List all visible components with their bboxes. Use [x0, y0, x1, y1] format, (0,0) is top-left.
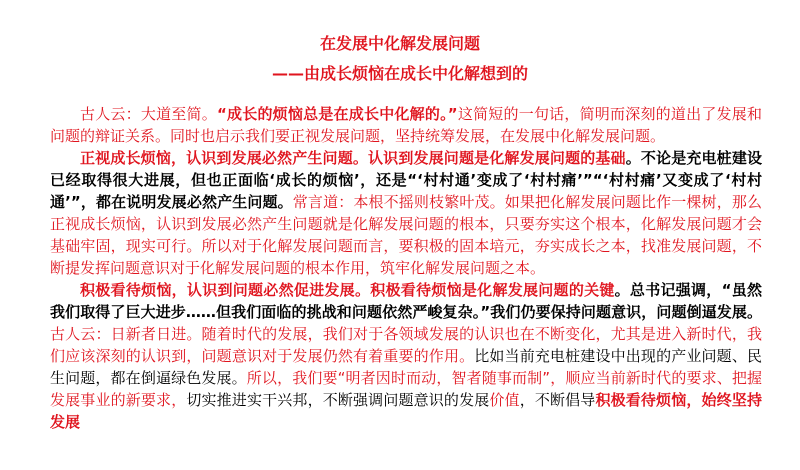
- p3-topic-sentence: 积极看待烦恼，认识到问题必然促进发展。积极看待烦恼是化解发展问题的关键: [80, 281, 615, 299]
- p3-text-f: ，不断倡导: [519, 391, 596, 409]
- p1-key-quote: “成长的烦恼总是在成长中化解的。”: [216, 105, 458, 123]
- p3-text-b: 比如当前充电桩建设中出现的产业问题、民生问题，都在倒逼绿色发展。: [50, 347, 762, 387]
- p3-quote: 。总书记强调，“虽然我们取得了巨大进步……但我们面临的挑战和问题依然严峻复杂。”我们仍要保持问题意识，问题倒逼发展。: [50, 281, 762, 321]
- p3-text-d: 切实推进实干兴邦，不断强调问题意识的发展: [186, 391, 490, 409]
- p2-example: 。不论是充电桩建设已经取得很大进展，但也正面临‘成长的烦恼’，还是“‘村村通’变成了‘村村痛’”“‘村村痛’又变成了‘村村通’”，都在说明发展必然产生问题。: [50, 149, 762, 211]
- essay-body: [50, 103, 762, 433]
- p1-text: 这简短的一句话，简明而深刻的道出了发展和问题的辩证关系。同时也启示我们要正视发展问题，坚持统筹发展，在发展中化解发展问题。: [50, 105, 762, 145]
- p3-text-c: 所以，我们要“明者因时而动，智者随事而制”，顺应当前新时代的要求、把握发展事业的新要求，: [50, 369, 762, 409]
- p3-text-g: 积极看待烦恼，始终坚持发展: [50, 391, 762, 431]
- paragraph-2: [50, 147, 762, 279]
- p2-text: 常言道：本根不摇则枝繁叶茂。如果把化解发展问题比作一棵树，那么正视成长烦恼，认识到发展必然产生问题就是化解发展问题的根本，只要夯实这个根本，化解发展问题才会基础牢固，现实可行。所以对于化解发展问题而言，要积极的固本培元，夯实成长之本，找准发展问题，不断提发挥问题意识对于化解发展问题的根本作用，筑牢化解发展问题之本。: [50, 193, 762, 277]
- essay-subtitle: ——由成长烦恼在成长中化解想到的: [271, 64, 528, 83]
- p1-quote-intro: 古人云：大道至简。: [80, 105, 217, 123]
- p2-topic-sentence: 正视成长烦恼，认识到发展必然产生问题。认识到发展问题是化解发展问题的基础: [80, 149, 626, 167]
- p3-text-a: 古人云：日新者日进。随着时代的发展，我们对于各领域发展的认识也在不断变化，尤其是进入新时代，我们应该深刻的认识到，问题意识对于发展仍然有着重要的作用。: [50, 325, 762, 365]
- p3-text-e: 价值: [489, 391, 520, 409]
- paragraph-1: [50, 103, 762, 147]
- essay-title: 在发展中化解发展问题: [319, 34, 480, 53]
- paragraph-3: [50, 279, 762, 433]
